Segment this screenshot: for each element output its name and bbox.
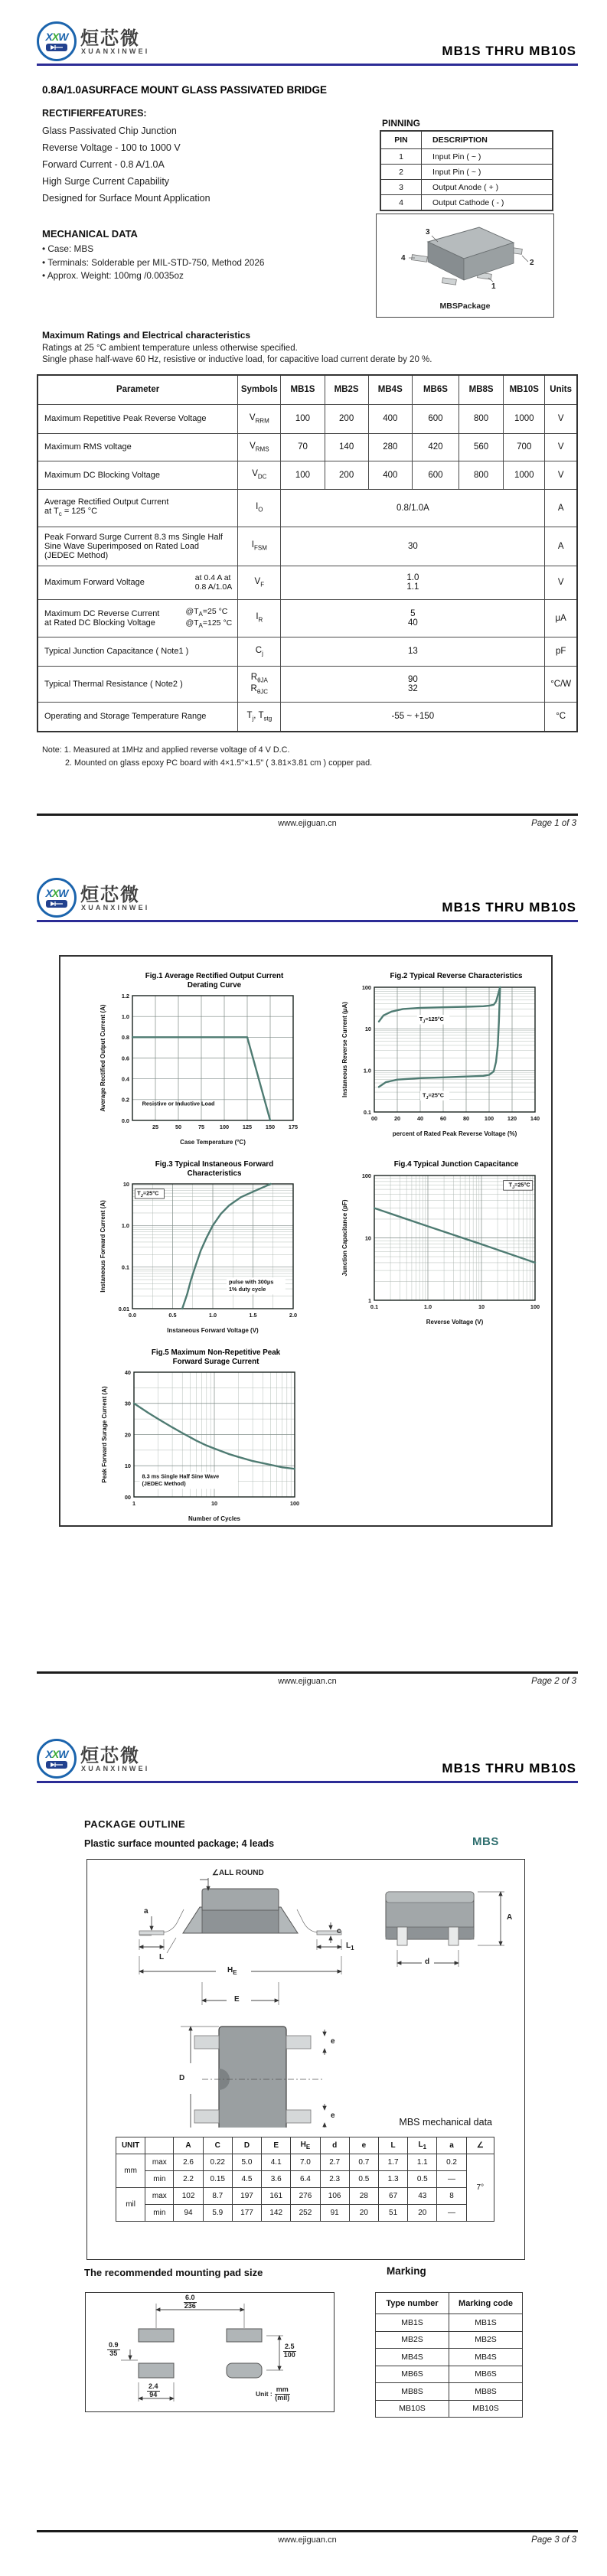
package-outline-box — [86, 1859, 525, 2260]
svg-text:100: 100 — [289, 1500, 300, 1507]
svg-text:1.0: 1.0 — [363, 1066, 371, 1074]
figure-2 — [339, 972, 547, 1143]
svg-text:1.2: 1.2 — [121, 992, 129, 999]
table-row: 3 Output Anode ( + ) — [381, 180, 553, 195]
table-row: mil max 102 8.7 197 161 276 106 28 67 43 8 — [116, 2188, 494, 2205]
figure-title: Fig.1 Average Rectified Output Current Derating Curve — [145, 972, 284, 990]
company-logo: XXW 烜芯微 XUANXINWEI — [37, 1739, 205, 1780]
table-row: 1 Input Pin ( ~ ) — [381, 149, 553, 165]
features-heading: RECTIFIERFEATURES: — [42, 108, 147, 119]
svg-text:Instaneous Reverse Current (μA: Instaneous Reverse Current (μA) — [341, 1001, 348, 1097]
table-row: Typical Junction Capacitance ( Note1 ) $C_j$ 13 pF — [38, 637, 577, 666]
table-row: Average Rectified Output Current at $T_c = 125$ °C $I_O$ 0.8/1.0A A — [38, 489, 577, 527]
ratings-condition-2: Single phase half-wave 60 Hz, resistive or inductive load, for capacitive load current derate by 20 %. — [42, 355, 432, 364]
company-logo: XXW 烜芯微 XUANXINWEI — [37, 878, 205, 919]
dim-label-a: a — [144, 1907, 148, 1916]
svg-text:0.5: 0.5 — [168, 1312, 177, 1319]
dim-label-e2: e — [331, 2111, 335, 2120]
pinning-table — [380, 131, 553, 210]
figure-5 — [99, 1348, 307, 1528]
pin-label-3: 3 — [426, 228, 430, 236]
logo-circle-icon — [37, 21, 77, 61]
pad-unit-note: Unit : $\frac{mm}{\text{(mil)}}$ — [256, 2385, 290, 2402]
website-url: www.ejiguan.cn — [278, 819, 337, 828]
figure-1-chart — [97, 990, 305, 1152]
mechanical-item: • Approx. Weight: 100mg /0.0035oz — [42, 270, 184, 281]
svg-text:120: 120 — [507, 1114, 517, 1122]
page-number: Page 3 of 3 — [531, 2535, 576, 2545]
svg-text:percent of Rated Peak Reverse: percent of Rated Peak Reverse Voltage (%) — [392, 1130, 517, 1137]
features-list — [42, 122, 210, 207]
logo-latin-name: XUANXINWEI — [81, 47, 150, 55]
svg-text:0.8: 0.8 — [121, 1034, 129, 1042]
svg-text:1: 1 — [367, 1296, 371, 1304]
table-row: mm max 2.6 0.22 5.0 4.1 7.0 2.7 0.7 1.7 1.1 0.2 7° — [116, 2154, 494, 2171]
page-title: MB1S THRU MB10S — [442, 900, 576, 915]
feature-item: Forward Current - 0.8 A/1.0A — [42, 159, 165, 170]
ratings-condition-1: Ratings at 25 °C ambient temperature unless otherwise specified. — [42, 344, 298, 353]
svg-text:TJ​=125°C: $T_J=125^\circ C$ — [419, 1015, 444, 1025]
pin-label-1: 1 — [491, 282, 496, 291]
svg-text:00: 00 — [370, 1114, 378, 1122]
svg-text:1.0: 1.0 — [208, 1312, 217, 1319]
table-row — [381, 132, 553, 149]
mounting-pad-heading: The recommended mounting pad size — [84, 2267, 263, 2278]
page-number: Page 2 of 3 — [531, 1677, 576, 1686]
figure-1 — [97, 972, 305, 1152]
svg-text:1.0: 1.0 — [121, 1222, 129, 1230]
table-row: MB2S MB2S — [376, 2331, 523, 2349]
svg-text:100: 100 — [484, 1114, 494, 1122]
diode-icon — [46, 44, 67, 51]
table-row: MB6S MB6S — [376, 2366, 523, 2383]
svg-text:0.4: 0.4 — [121, 1075, 129, 1083]
table-row: MB10S MB10S — [376, 2400, 523, 2418]
package-outline-heading: PACKAGE OUTLINE — [84, 1818, 186, 1830]
mounting-pad-box — [85, 2292, 335, 2412]
pin-label-2: 2 — [530, 259, 534, 267]
svg-text:50: 50 — [175, 1123, 182, 1130]
note-1: Note: 1. Measured at 1MHz and applied reverse voltage of 4 V D.C. — [42, 745, 290, 755]
table-row: Maximum Forward Voltage at 0.4 A at 0.8 A/1.0A $V_F$ 1.0 1.1 V — [38, 566, 577, 599]
page-title: MB1S THRU MB10S — [442, 44, 576, 58]
svg-text:60: 60 — [439, 1114, 447, 1122]
pad-dim-top: $\frac{6.0}{236}$ — [184, 2294, 196, 2310]
feature-item: Glass Passivated Chip Junction — [42, 126, 177, 136]
note-2: 2. Mounted on glass epoxy PC board with 4×1.5"×1.5" ( 3.81×3.81 cm ) copper pad. — [65, 758, 373, 768]
package-outline-subheading: Plastic surface mounted package; 4 leads — [84, 1838, 275, 1849]
svg-text:Peak Forward Surage Current (A: Peak Forward Surage Current (A) — [101, 1386, 108, 1483]
package-image-box — [376, 214, 554, 318]
package-name: MBS — [472, 1835, 499, 1848]
svg-text:pulse with 300μs: pulse with 300μs — [229, 1278, 274, 1286]
mechanical-item: • Terminals: Solderable per MIL-STD-750, Method 2026 — [42, 256, 265, 268]
mechanical-heading: MECHANICAL DATA — [42, 228, 138, 240]
svg-text:00: 00 — [124, 1493, 131, 1501]
package-3d-image — [386, 217, 543, 291]
svg-text:1.0: 1.0 — [423, 1303, 432, 1310]
table-row: Maximum Repetitive Peak Reverse Voltage $V_{RRM}$ 100 200 400 600 800 1000 V — [38, 404, 577, 433]
svg-text:Reverse Voltage (V): Reverse Voltage (V) — [426, 1318, 484, 1325]
pad-dim-right: $\frac{2.5}{100}$ — [283, 2343, 295, 2359]
table-row: min 94 5.9 177 142 252 91 20 51 20 — — [116, 2205, 494, 2222]
header-rule — [37, 64, 578, 66]
svg-text:0.1: 0.1 — [363, 1108, 371, 1116]
page3-footer — [37, 2530, 578, 2550]
svg-text:75: 75 — [197, 1123, 205, 1130]
table-row: MB1S MB1S — [376, 2314, 523, 2332]
ratings-table — [37, 374, 578, 732]
page3-header — [37, 1739, 578, 1783]
svg-text:100: 100 — [530, 1303, 540, 1310]
svg-text:TJ​=25°C: $T_J=25^\circ C$ — [508, 1181, 530, 1190]
svg-text:1% duty cycle: 1% duty cycle — [229, 1285, 266, 1293]
figure-title: Fig.4 Typical Junction Capacitance — [393, 1160, 519, 1169]
desc-col-header: DESCRIPTION — [422, 132, 553, 149]
svg-text:10: 10 — [124, 1462, 131, 1470]
mechanical-data-table — [116, 2137, 494, 2222]
svg-text:0.0: 0.0 — [128, 1312, 137, 1319]
svg-text:0.2: 0.2 — [121, 1096, 129, 1104]
table-row: 4 Output Cathode ( - ) — [381, 195, 553, 210]
table-row: Peak Forward Surge Current 8.3 ms Single Half Sine Wave Superimposed on Rated Load (JEDEC Method) $I_{FSM}$ 30 A — [38, 527, 577, 566]
svg-text:10: 10 — [122, 1180, 129, 1188]
svg-text:80: 80 — [462, 1114, 470, 1122]
page2-header — [37, 878, 578, 922]
svg-text:100: 100 — [219, 1123, 230, 1130]
svg-text:1.5: 1.5 — [249, 1312, 257, 1319]
svg-text:Average Rectified Output Curre: Average Rectified Output Current (A) — [100, 1004, 106, 1112]
logo-circle-icon: XXW — [37, 1739, 77, 1779]
product-subtitle: 0.8A/1.0ASURFACE MOUNT GLASS PASSIVATED BRIDGE — [42, 84, 328, 96]
logo-monogram: XXW — [45, 31, 68, 43]
package-outline-drawing — [87, 1860, 522, 2128]
svg-text:175: 175 — [288, 1123, 299, 1130]
svg-text:8.3 ms Single Half Sine Wave: 8.3 ms Single Half Sine Wave — [142, 1472, 220, 1480]
dim-label-L1: $L_1$ — [346, 1942, 354, 1952]
table-row: 2 Input Pin ( ~ ) — [381, 165, 553, 180]
svg-text:25: 25 — [152, 1123, 159, 1130]
svg-text:125: 125 — [242, 1123, 253, 1130]
feature-item: Designed for Surface Mount Application — [42, 193, 210, 204]
table-header-row: Type number Marking code — [376, 2293, 523, 2314]
feature-item: Reverse Voltage - 100 to 1000 V — [42, 142, 181, 153]
svg-text:0.0: 0.0 — [121, 1117, 129, 1124]
pad-dim-bottom: $\frac{2.4}{94}$ — [148, 2382, 158, 2398]
page2-footer — [37, 1671, 578, 1691]
svg-text:30: 30 — [124, 1400, 131, 1407]
website-url: www.ejiguan.cn — [278, 2535, 337, 2545]
svg-text:0.01: 0.01 — [118, 1305, 129, 1312]
table-row: MB8S MB8S — [376, 2383, 523, 2401]
dim-label-e1: e — [331, 2037, 335, 2046]
figure-3-chart — [97, 1178, 305, 1340]
dim-label-L: L — [159, 1953, 165, 1961]
svg-text:10: 10 — [364, 1234, 371, 1241]
marking-table — [375, 2292, 523, 2418]
svg-text:10: 10 — [478, 1303, 485, 1310]
package-caption: MBSPackage — [439, 302, 491, 311]
svg-text:(JEDEC Method): (JEDEC Method) — [142, 1480, 186, 1488]
table-row: Maximum RMS voltage $V_{RMS}$ 70 140 280 420 560 700 V — [38, 433, 577, 461]
notes — [42, 744, 372, 770]
figure-4 — [339, 1160, 547, 1332]
dim-label-HE: $H_E$ — [227, 1966, 237, 1976]
feature-item: High Surge Current Capability — [42, 176, 170, 187]
dim-label-A: A — [507, 1913, 513, 1922]
page-title: MB1S THRU MB10S — [442, 1761, 576, 1775]
table-row: Maximum DC Reverse Current at Rated DC Blocking Voltage $@T_A=25$ °C $@T_A=125$ °C $I_R$ 5 40 μA — [38, 599, 577, 637]
svg-text:140: 140 — [530, 1114, 540, 1122]
svg-text:40: 40 — [124, 1368, 131, 1376]
angle-value: 7° — [466, 2154, 494, 2222]
diode-icon — [46, 1761, 67, 1769]
mech-table-caption: MBS mechanical data — [399, 2117, 492, 2128]
svg-text:100: 100 — [361, 1172, 371, 1179]
pin-col-header: PIN — [381, 132, 422, 149]
figure-title: Fig.2 Typical Reverse Characteristics — [390, 972, 523, 980]
figure-title: Fig.5 Maximum Non-Repetitive Peak Forward Surage Current — [151, 1348, 281, 1366]
svg-text:1: 1 — [132, 1500, 136, 1507]
svg-text:0.1: 0.1 — [370, 1303, 379, 1310]
svg-text:TJ​=25°C: $T_J=25^\circ C$ — [423, 1091, 445, 1101]
svg-text:1.0: 1.0 — [121, 1012, 129, 1020]
table-row: Maximum DC Blocking Voltage $V_{DC}$ 100 200 400 600 800 1000 V — [38, 461, 577, 489]
svg-text:Junction Capacitance (pF): Junction Capacitance (pF) — [341, 1198, 348, 1277]
page-number: Page 1 of 3 — [531, 819, 576, 828]
website-url: www.ejiguan.cn — [278, 1677, 337, 1686]
page1-header — [37, 21, 578, 66]
figure-2-chart — [339, 981, 547, 1143]
pinning-heading: PINNING — [382, 118, 421, 129]
svg-text:20: 20 — [124, 1431, 131, 1439]
svg-text:0.6: 0.6 — [121, 1055, 129, 1062]
logo-chinese-name: 烜芯微 — [80, 28, 140, 49]
figure-5-chart — [99, 1366, 307, 1528]
marking-heading: Marking — [387, 2265, 426, 2277]
dim-label-c: c — [337, 1927, 341, 1935]
svg-text:10: 10 — [364, 1025, 371, 1032]
mechanical-item: • Case: MBS — [42, 243, 94, 254]
ratings-heading: Maximum Ratings and Electrical characteristics — [42, 330, 251, 341]
svg-text:0.1: 0.1 — [121, 1264, 129, 1271]
svg-text:Instaneous Forward Current (A): Instaneous Forward Current (A) — [100, 1200, 106, 1293]
figure-4-chart — [339, 1169, 547, 1332]
figure-title: Fig.3 Typical Instaneous Forward Characteristics — [155, 1160, 274, 1178]
svg-text:Resistive or Inductive Load: Resistive or Inductive Load — [142, 1100, 215, 1107]
company-logo — [37, 21, 205, 63]
svg-text:Number of Cycles: Number of Cycles — [188, 1515, 241, 1522]
dim-label-D: D — [179, 2074, 185, 2082]
dim-label-d: d — [425, 1958, 430, 1966]
table-header-row: UNIT A C D E $H_E$ d e L $L_1$ a ∠ — [116, 2137, 494, 2154]
svg-text:150: 150 — [265, 1123, 276, 1130]
page1-footer — [37, 814, 578, 833]
svg-text:2.0: 2.0 — [289, 1312, 298, 1319]
table-row: MB4S MB4S — [376, 2349, 523, 2366]
svg-text:100: 100 — [361, 983, 371, 991]
pad-dim-left: $\frac{0.9}{35}$ — [109, 2341, 119, 2357]
svg-text:10: 10 — [210, 1500, 218, 1507]
logo-circle-icon: XXW — [37, 878, 77, 918]
figures-box — [59, 955, 553, 1527]
mechanical-list — [42, 243, 264, 283]
diode-icon — [46, 900, 67, 908]
dim-label-E: E — [234, 1995, 240, 2004]
figure-3 — [97, 1160, 305, 1340]
svg-text:Case Temperature (°C): Case Temperature (°C) — [180, 1139, 246, 1146]
svg-text:40: 40 — [416, 1114, 424, 1122]
pin-label-4: 4 — [401, 254, 406, 262]
svg-text:20: 20 — [393, 1114, 401, 1122]
dim-label-all-round: ∠ALL ROUND — [212, 1869, 264, 1877]
table-row: Operating and Storage Temperature Range $T_j$, $T_{stg}$ -55 ~ +150 °C — [38, 702, 577, 732]
table-row: Typical Thermal Resistance ( Note2 ) $R_{\theta JA}$ $R_{\theta JC}$ 90 32 °C/W — [38, 666, 577, 702]
svg-text:TJ​=25°C: $T_J=25^\circ C$ — [137, 1189, 159, 1199]
table-header-row: Parameter Symbols MB1S MB2S MB4S MB6S MB8S MB10S Units — [38, 375, 577, 404]
table-row: min 2.2 0.15 4.5 3.6 6.4 2.3 0.5 1.3 0.5 — — [116, 2171, 494, 2188]
svg-text:Instaneous Forward Voltage (V): Instaneous Forward Voltage (V) — [167, 1327, 259, 1334]
